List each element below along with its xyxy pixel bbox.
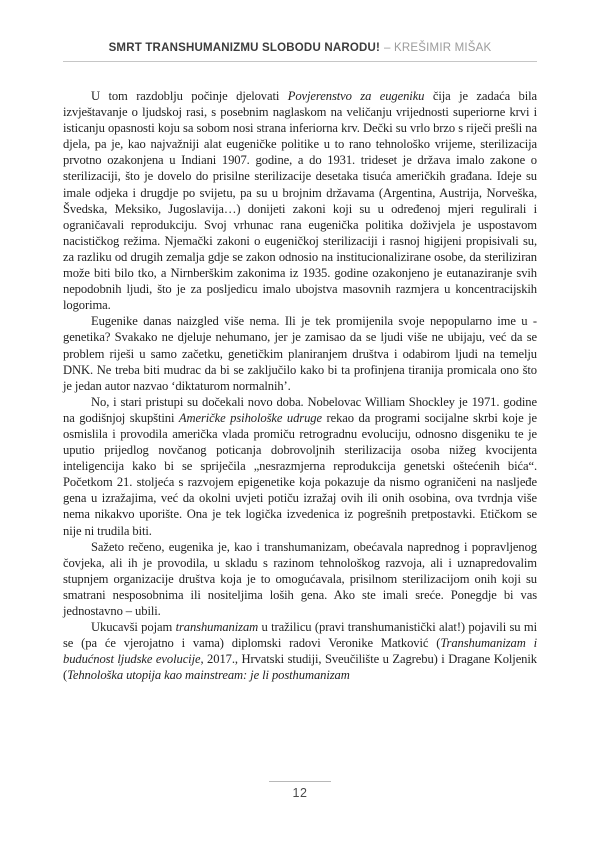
text-run: Sažeto rečeno, eugenika je, kao i transhumanizam, obećavala naprednog i popravljenog čovjeka, ali ih je provodila, u skladu s razinom tehnološkog razvoja, ali i uznapredovalim stupnjem organizacije društva koja je to omogućavala, prisilnom sterilizacijom onih koji su smatrani nesposobnima ili nositeljima loših gena. Ako ste imali sreće. Ponegdje bi vas jednostavno – ubili.	[63, 539, 537, 618]
text-run: u tražilicu (pravi transhumanistički alat!) pojavili su mi se (pa će vjerojatno i vama) diplomski radovi Veronike Matković (	[63, 620, 537, 651]
body-text	[63, 88, 537, 683]
paragraph	[63, 619, 537, 683]
italic-text-run: Američke psihološke udruge	[178, 410, 322, 425]
paragraph	[63, 539, 537, 619]
italic-text-run: Tehnološka utopija kao mainstream: je li posthumanizam	[67, 668, 350, 683]
text-run: Eugenike danas naizgled više nema. Ili je tek promijenila svoje nepopularno ime u - genetika? Svakako ne djeluje nehumano, jer je zamisao da se ljudi više ne ubijaju, već da se problem riješi u samo začetku, genetičkim planiranjem društva i odabirom ljudi na temelju DNK. Ne treba biti mudrac da bi se zaključilo kako bi ta profinjena tiranija promicala ono što je jedan autor nazvao ‘diktaturom normalnih’.	[63, 314, 537, 393]
paragraph	[63, 313, 537, 393]
italic-text-run: Povjerenstvo za eugeniku	[287, 89, 425, 103]
paragraph	[63, 88, 537, 313]
running-head	[63, 42, 537, 62]
text-run: rekao da programi socijalne skrbi koje je osmislila i provodila američka vlada promiču retrogradnu evoluciju, odnosno disgeniku te je uputio prijedlog novčanog poticanja dobrovoljnih sterilizacija osoba nižeg kvocijenta inteligencija kako bi se spriječila „nesrazmjerna reprodukcija genetski oštećenih bića“. Početkom 21. stoljeća s razvojem epigenetike koja pokazuje da nismo ograničeni na nasljeđe gena u izražajima, već da okolni uvjeti potiču izražaj ovih ili onih osobina, ova tvrdnja više nema nikakvo uporište. Ona je tek logička izvedenica iz pogrešnih pretpostavki. Etičkom se nije ni trudila biti.	[63, 410, 537, 538]
author-name: – KREŠIMIR MIŠAK	[384, 42, 492, 54]
text-run: No, i stari pristupi su dočekali novo doba. Nobelovac William Shockley je 1971. godine na godišnjoj skupštini	[63, 394, 537, 425]
text-run: čija je zadaća bila izvještavanje o ljudskoj rasi, s posebnim naglaskom na veličanju vrijednosti superiorne krvi i isticanju opasnosti koju sa sobom nosi strana inferiorna krv. Dečki su vrlo brzo s riječi prešli na djela, pa je, kao najvažniji alat eugeničke politike u to rano tehnološko vrijeme, sterilizacija prvotno ozakonjena u Indiani 1907. godine, a do 1931. trideset je država imalo zakone o sterilizaciji, što je dovelo do prisilne sterilizacije desetaka tisuća američkih građana. Ideje su imale odjeka i drugdje po svijetu, pa su u brojnim državama (Argentina, Austrija, Norveška, Švedska, Meksiko, Jugoslavija…) donijeti zakoni koji su u određenoj mjeri regulirali i ograničavali reprodukciju. Svoj vrhunac rana eugenička politika doživjela je uspostavom nacističkog režima. Njemački zakoni o eugeničkoj sterilizaciji i rasnoj higijeni propisivali su, za razliku od drugih zemalja gdje se zakon odnosio na institucionalizirane osobe, da steriliziran može biti bilo tko, a Nirnberškim zakonima iz 1935. godine ozakonjeno je eutanaziranje svih nepodobnih ljudi, što je za posljedicu imalo ubojstva masovnih razmjera u koncentracijskih logorima.	[63, 89, 537, 313]
italic-text-run: Transhumanizam i budućnost ljudske evolucije	[63, 636, 538, 667]
page-number: 12	[292, 786, 308, 800]
text-run: Ukucavši pojam	[91, 620, 176, 635]
text-run: U tom razdoblju počinje djelovati	[91, 89, 288, 103]
paragraph	[63, 394, 537, 539]
book-title: SMRT TRANSHUMANIZMU SLOBODU NARODU!	[108, 42, 381, 54]
italic-text-run: transhumanizam	[175, 620, 259, 635]
text-run: , 2017., Hrvatski studiji, Sveučilište u Zagrebu) i Dragane Koljenik (	[63, 652, 537, 683]
footer	[63, 781, 537, 800]
footer-rule	[269, 781, 331, 782]
